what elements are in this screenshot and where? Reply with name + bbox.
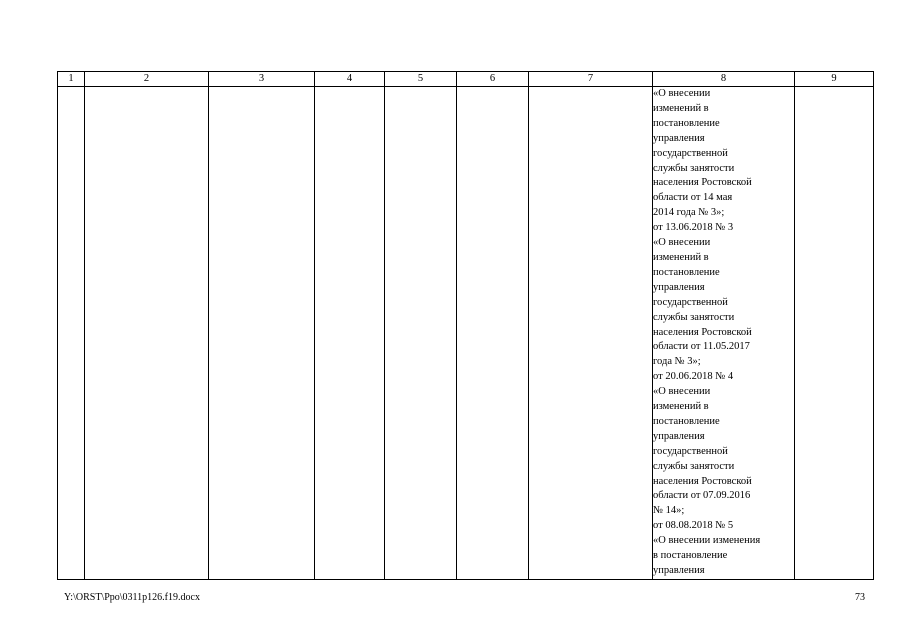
col8-line: в постановление [653,550,728,562]
col8-line: от 08.08.2018 № 5 [653,520,734,532]
cell-col-1 [58,87,85,580]
header-row [58,72,874,87]
col8-line: «О внесении [653,386,711,398]
col8-line: службы занятости [653,311,735,323]
col8-line: области от 07.09.2016 [653,490,751,502]
header-cell-2: 2 [85,72,209,87]
col8-line: государственной [653,296,728,308]
col8-line: постановление [653,415,720,427]
document-table [57,71,874,580]
header-cell-8: 8 [653,72,795,87]
header-cell-5: 5 [385,72,457,87]
col8-line: управления [653,281,705,293]
header-cell-6: 6 [457,72,529,87]
col8-line: изменений в [653,102,709,114]
col8-line: 2014 года № 3»; [653,207,725,219]
col8-line: области от 14 мая [653,192,733,204]
col8-line: населения Ростовской [653,326,752,338]
col8-line: управления [653,565,705,576]
cell-col-3 [209,87,315,580]
col8-line: № 14»; [653,505,685,517]
footer-file-path: Y:\ORST\Ppo\0311p126.f19.docx [64,592,200,603]
header-cell-3: 3 [209,72,315,87]
col8-line: государственной [653,147,728,159]
cell-col-8-text [653,87,795,580]
cell-col-6 [457,87,529,580]
table-row [58,87,874,580]
col8-line: управления [653,430,705,442]
col8-line: постановление [653,266,720,278]
header-cell-1: 1 [58,72,85,87]
header-cell-9: 9 [795,72,874,87]
col8-line: от 13.06.2018 № 3 [653,222,734,234]
col8-line: изменений в [653,251,709,263]
cell-col-7 [529,87,653,580]
col8-line: населения Ростовской [653,177,752,189]
col8-line: года № 3»; [653,356,701,368]
col8-line: «О внесении [653,237,711,249]
col8-line: постановление [653,117,720,129]
col8-line: службы занятости [653,460,735,472]
col8-line: изменений в [653,401,709,413]
col8-line: населения Ростовской [653,475,752,487]
col8-line: «О внесении изменения [653,535,761,547]
cell-col-4 [315,87,385,580]
page-number: 73 [855,592,865,603]
header-cell-4: 4 [315,72,385,87]
header-cell-7: 7 [529,72,653,87]
col8-line: от 20.06.2018 № 4 [653,371,734,383]
cell-col-5 [385,87,457,580]
col8-line: службы занятости [653,162,735,174]
col8-line: управления [653,132,705,144]
col8-line: области от 11.05.2017 [653,341,750,353]
col8-line: государственной [653,445,728,457]
col8-line: «О внесении [653,88,711,99]
cell-col-2 [85,87,209,580]
cell-col-9 [795,87,874,580]
